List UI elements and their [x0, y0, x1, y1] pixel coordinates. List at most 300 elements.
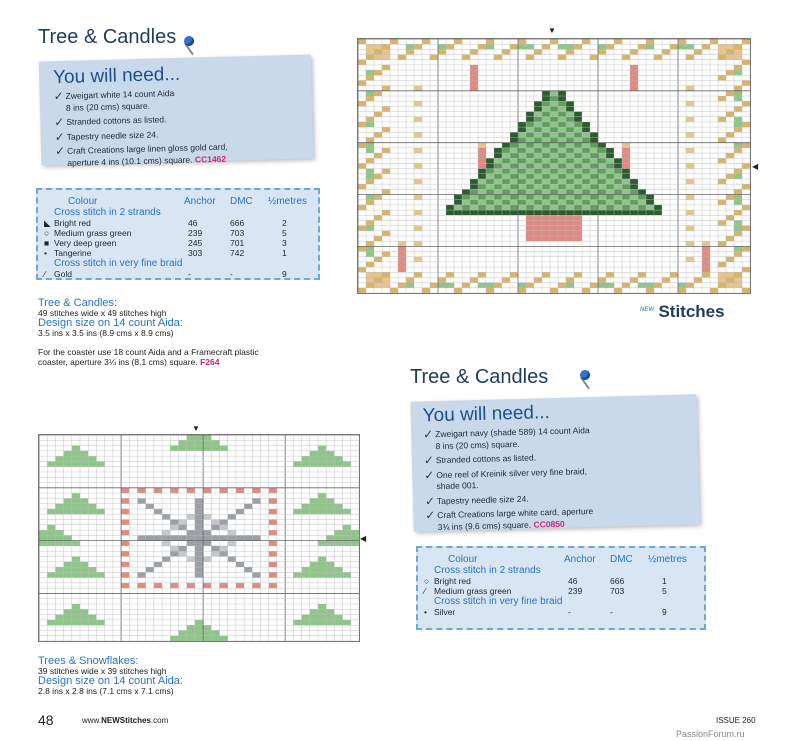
stitch-cell [742, 122, 750, 127]
top-stitch-count: 49 stitches wide x 49 stitches high [38, 308, 167, 318]
top-design-info [38, 298, 259, 367]
stitch-cell [606, 200, 614, 205]
footer-url[interactable] [82, 716, 168, 725]
stitch-cell [494, 55, 502, 60]
stitch-cell [64, 609, 72, 614]
stitch-cell [366, 262, 374, 267]
stitch-cell [252, 535, 260, 540]
stitch-cell [582, 163, 590, 168]
stitch-cell [269, 551, 277, 556]
stitch-cell [518, 137, 526, 142]
stitch-cell [269, 541, 277, 546]
stitch-cell [502, 184, 510, 189]
stitch-cell [526, 143, 534, 148]
stitch-cell [550, 184, 558, 189]
stitch-cell [326, 620, 334, 625]
stitch-cell [121, 572, 129, 577]
stitch-cell [195, 636, 203, 641]
stitch-cell [382, 44, 390, 49]
stitch-cell [550, 163, 558, 168]
key-header-metres: ½metres [648, 554, 687, 565]
stitch-cell [550, 112, 558, 117]
stitch-cell [646, 288, 654, 293]
stitch-cell [162, 530, 170, 535]
stitch-cell [358, 288, 366, 293]
stitch-cell [502, 210, 510, 215]
stitch-cell [558, 179, 566, 184]
stitch-cell [88, 572, 96, 577]
stitch-cell [178, 520, 186, 525]
stitch-cell [718, 137, 726, 142]
stitch-cell [534, 220, 542, 225]
stitch-cell [574, 143, 582, 148]
stitch-cell [462, 283, 470, 288]
stitch-cell [494, 283, 502, 288]
stitch-cell [478, 195, 486, 200]
stitch-cell [534, 106, 542, 111]
key-symbol-icon: ⁄ [44, 269, 46, 279]
stitch-cell [478, 163, 486, 168]
stitch-cell [566, 163, 574, 168]
bottom-design-name: Trees & Snowflakes: [38, 655, 139, 667]
stitch-cell [510, 210, 518, 215]
product-code: CC0850 [531, 518, 565, 530]
stitch-cell [718, 55, 726, 60]
stitch-cell [598, 49, 606, 54]
stitch-cell [462, 200, 470, 205]
stitch-cell [366, 137, 374, 142]
stitch-cell [334, 615, 342, 620]
check-icon: ✓ [424, 493, 436, 508]
stitch-cell [414, 272, 422, 277]
top-coaster-code: F264 [200, 357, 220, 367]
stitch-cell [686, 44, 694, 49]
stitch-cell [446, 210, 454, 215]
stitch-cell [187, 446, 195, 451]
stitch-cell [734, 44, 742, 49]
stitch-cell [550, 179, 558, 184]
stitch-cell [598, 143, 606, 148]
stitch-cell [228, 535, 236, 540]
stitch-cell [203, 625, 211, 630]
stitch-cell [526, 158, 534, 163]
stitch-cell [462, 195, 470, 200]
stitch-cell [678, 283, 686, 288]
stitch-cell [358, 205, 366, 210]
stitch-cell [438, 277, 446, 282]
stitch-cell [187, 440, 195, 445]
stitch-cell [494, 163, 502, 168]
stitch-cell [606, 169, 614, 174]
key-anchor-value: 245 [188, 238, 203, 248]
stitch-cell [318, 451, 326, 456]
stitch-cell [558, 205, 566, 210]
stitch-cell [566, 112, 574, 117]
stitch-cell [318, 446, 326, 451]
stitch-cell [622, 195, 630, 200]
stitch-cell [326, 461, 334, 466]
stitch-cell [582, 143, 590, 148]
check-icon: ✓ [425, 508, 436, 523]
stitch-cell [366, 272, 374, 277]
stitch-cell [566, 174, 574, 179]
stitch-cell [566, 231, 574, 236]
stitch-cell [310, 567, 318, 572]
stitch-cell [518, 195, 526, 200]
stitch-cell [574, 112, 582, 117]
stitch-cell [542, 153, 550, 158]
stitch-cell [121, 509, 129, 514]
stitch-cell [510, 272, 518, 277]
stitch-cell [382, 148, 390, 153]
stitch-cell [326, 567, 334, 572]
stitch-cell [502, 179, 510, 184]
stitch-cell [734, 210, 742, 215]
stitch-cell [718, 283, 726, 288]
stitch-cell [195, 440, 203, 445]
stitch-cell [518, 184, 526, 189]
key-colour-name: Very deep green [54, 238, 117, 248]
stitch-cell [236, 562, 244, 567]
stitch-cell [366, 70, 374, 75]
stitch-cell [646, 205, 654, 210]
stitch-cell [494, 158, 502, 163]
stitch-cell [88, 456, 96, 461]
stitch-cell [622, 169, 630, 174]
stitch-cell [374, 277, 382, 282]
stitch-cell [614, 210, 622, 215]
stitch-cell [326, 498, 334, 503]
stitch-cell [47, 525, 55, 530]
stitch-cell [574, 44, 582, 49]
stitch-cell [398, 246, 406, 251]
stitch-cell [318, 562, 326, 567]
key-header-colour: Colour [68, 196, 98, 207]
key-colour-name: Medium grass green [54, 228, 132, 238]
stitch-cell [590, 205, 598, 210]
stitch-cell [366, 252, 374, 257]
stitch-cell [606, 210, 614, 215]
key-header-anchor: Anchor [184, 196, 216, 207]
stitch-cell [518, 39, 526, 44]
stitch-cell [494, 169, 502, 174]
stitch-cell [502, 174, 510, 179]
stitch-cell [726, 112, 734, 117]
stitch-cell [293, 461, 301, 466]
stitch-cell [438, 49, 446, 54]
stitch-cell [566, 195, 574, 200]
stitch-cell [734, 148, 742, 153]
stitch-cell [678, 39, 686, 44]
stitch-cell [606, 179, 614, 184]
stitch-cell [702, 262, 710, 267]
stitch-cell [244, 504, 252, 509]
stitch-cell [582, 158, 590, 163]
key-dmc-value: - [230, 269, 233, 279]
stitch-cell [518, 210, 526, 215]
stitch-cell [542, 189, 550, 194]
stitch-cell [686, 283, 694, 288]
stitch-cell [622, 184, 630, 189]
stitch-cell [195, 625, 203, 630]
stitch-cell [358, 80, 366, 85]
stitch-cell [486, 184, 494, 189]
stitch-cell [195, 630, 203, 635]
stitch-cell [630, 80, 638, 85]
stitch-cell [137, 583, 145, 588]
stitch-cell [310, 562, 318, 567]
stitch-cell [236, 488, 244, 493]
stitch-cell [72, 541, 80, 546]
stitch-cell [72, 620, 80, 625]
stitch-cell [137, 488, 145, 493]
stitch-cell [590, 189, 598, 194]
stitch-cell [146, 567, 154, 572]
stitch-cell [154, 535, 162, 540]
stitch-cell [72, 451, 80, 456]
stitch-cell [358, 39, 366, 44]
stitch-cell [742, 143, 750, 148]
stitch-cell [170, 583, 178, 588]
stitch-cell [494, 153, 502, 158]
stitch-cell [734, 189, 742, 194]
materials-item-text: Zweigart white 14 count Aida [65, 88, 175, 101]
stitch-cell [526, 179, 534, 184]
stitch-cell [187, 435, 195, 440]
stitch-cell [686, 241, 694, 246]
stitch-cell [510, 200, 518, 205]
stitch-cell [518, 174, 526, 179]
stitch-cell [550, 231, 558, 236]
stitch-cell [187, 625, 195, 630]
stitch-cell [534, 200, 542, 205]
stitch-cell [558, 55, 566, 60]
stitch-cell [486, 200, 494, 205]
stitch-cell [318, 604, 326, 609]
stitch-cell [502, 153, 510, 158]
stitch-cell [550, 205, 558, 210]
stitch-cell [470, 277, 478, 282]
stitch-cell [366, 91, 374, 96]
key-metres-value: 5 [662, 586, 667, 596]
stitch-cell [614, 163, 622, 168]
materials-item-text2: shade 001. [436, 480, 479, 492]
stitch-cell [526, 55, 534, 60]
stitch-cell [494, 205, 502, 210]
stitch-cell [566, 127, 574, 132]
stitch-cell [374, 55, 382, 60]
stitch-cell [88, 615, 96, 620]
stitch-cell [470, 179, 478, 184]
stitch-cell [534, 210, 542, 215]
stitch-cell [72, 504, 80, 509]
stitch-cell [726, 70, 734, 75]
stitch-cell [622, 163, 630, 168]
stitch-cell [558, 158, 566, 163]
stitch-cell [195, 551, 203, 556]
stitch-cell [646, 210, 654, 215]
stitch-cell [526, 215, 534, 220]
stitch-cell [334, 509, 342, 514]
stitch-cell [742, 205, 750, 210]
stitch-cell [542, 163, 550, 168]
stitch-cell [526, 210, 534, 215]
stitch-cell [598, 189, 606, 194]
stitch-cell [187, 636, 195, 641]
stitch-cell [582, 288, 590, 293]
stitch-cell [734, 55, 742, 60]
stitch-cell [502, 205, 510, 210]
stitch-cell [582, 137, 590, 142]
stitch-cell [438, 44, 446, 49]
stitch-cell [462, 189, 470, 194]
stitch-cell [326, 615, 334, 620]
stitch-cell [566, 101, 574, 106]
stitch-cell [318, 498, 326, 503]
stitch-cell [526, 205, 534, 210]
stitch-cell [502, 195, 510, 200]
stitch-cell [502, 169, 510, 174]
stitch-cell [726, 174, 734, 179]
stitch-cell [170, 446, 178, 451]
stitch-cell [590, 210, 598, 215]
stitch-cell [494, 174, 502, 179]
stitch-cell [622, 205, 630, 210]
stitch-cell [734, 252, 742, 257]
stitch-cell [638, 200, 646, 205]
stitch-cell [534, 236, 542, 241]
stitch-cell [220, 520, 228, 525]
materials-item-text2: aperture 4 ins (10.1 cms) square. [67, 154, 193, 168]
stitch-cell [486, 158, 494, 163]
stitch-cell [269, 488, 277, 493]
stitch-cell [558, 143, 566, 148]
stitch-cell [334, 541, 342, 546]
stitch-cell [398, 283, 406, 288]
stitch-cell [566, 117, 574, 122]
stitch-cell [542, 179, 550, 184]
stitch-cell [414, 163, 422, 168]
stitch-cell [302, 504, 310, 509]
stitch-cell [534, 184, 542, 189]
stitch-cell [64, 541, 72, 546]
key-dmc-value: - [610, 607, 613, 617]
stitch-cell [590, 148, 598, 153]
stitch-cell [558, 195, 566, 200]
stitch-cell [518, 158, 526, 163]
key-metres-value: 1 [282, 248, 287, 258]
stitch-cell [269, 530, 277, 535]
stitch-cell [170, 551, 178, 556]
stitch-cell [398, 55, 406, 60]
stitch-cell [622, 200, 630, 205]
stitch-cell [534, 137, 542, 142]
stitch-cell [582, 184, 590, 189]
stitch-cell [358, 163, 366, 168]
chart2-center-arrow-top: ▼ [192, 424, 200, 433]
stitch-cell [542, 210, 550, 215]
stitch-cell [558, 189, 566, 194]
stitch-cell [566, 220, 574, 225]
stitch-cell [366, 117, 374, 122]
stitch-cell [454, 288, 462, 293]
key-colour-name: Silver [434, 607, 456, 617]
stitch-cell [228, 556, 236, 561]
stitch-cell [414, 148, 422, 153]
stitch-cell [518, 283, 526, 288]
stitch-cell [598, 205, 606, 210]
stitch-cell [178, 446, 186, 451]
stitch-cell [566, 215, 574, 220]
stitch-cell [542, 127, 550, 132]
stitch-cell [742, 163, 750, 168]
stitch-cell [121, 530, 129, 535]
check-icon: ✓ [54, 129, 65, 144]
check-icon: ✓ [423, 453, 435, 468]
stitch-cell [582, 179, 590, 184]
stitch-cell [236, 535, 244, 540]
stitch-cell [366, 200, 374, 205]
stitch-cell [638, 272, 646, 277]
key-anchor-value: - [568, 607, 571, 617]
stitch-cell [302, 572, 310, 577]
stitch-cell [343, 509, 351, 514]
stitch-cell [566, 277, 574, 282]
stitch-cell [734, 117, 742, 122]
check-icon: ✓ [54, 143, 66, 159]
stitch-cell [542, 101, 550, 106]
stitch-cell [574, 231, 582, 236]
bottom-materials-card [410, 394, 699, 531]
stitch-cell [358, 101, 366, 106]
stitch-cell [211, 520, 219, 525]
stitch-cell [478, 179, 486, 184]
stitch-cell [726, 55, 734, 60]
check-icon: ✓ [53, 88, 64, 104]
stitch-cell [558, 127, 566, 132]
stitch-cell [343, 541, 351, 546]
materials-item [425, 504, 690, 534]
stitch-cell [310, 456, 318, 461]
stitch-cell [734, 226, 742, 231]
issue-number: ISSUE 260 [716, 716, 756, 725]
top-design-size-label: Design size on 14 count Aida: [38, 317, 183, 329]
stitch-cell [526, 117, 534, 122]
stitch-cell [534, 112, 542, 117]
stitch-cell [55, 530, 63, 535]
stitch-cell [686, 163, 694, 168]
stitch-cell [47, 535, 55, 540]
stitch-cell [374, 70, 382, 75]
stitch-cell [195, 498, 203, 503]
stitch-cell [718, 49, 726, 54]
stitch-cell [382, 189, 390, 194]
stitch-cell [526, 200, 534, 205]
stitch-cell [211, 551, 219, 556]
stitch-cell [574, 122, 582, 127]
stitch-cell [398, 257, 406, 262]
stitch-cell [203, 630, 211, 635]
key-metres-value: 1 [662, 576, 667, 586]
stitch-cell [154, 488, 162, 493]
stitch-cell [670, 44, 678, 49]
stitch-cell [558, 122, 566, 127]
stitch-cell [686, 86, 694, 91]
stitch-cell [654, 205, 662, 210]
stitch-cell [534, 122, 542, 127]
stitch-cell [72, 604, 80, 609]
stitch-cell [630, 184, 638, 189]
